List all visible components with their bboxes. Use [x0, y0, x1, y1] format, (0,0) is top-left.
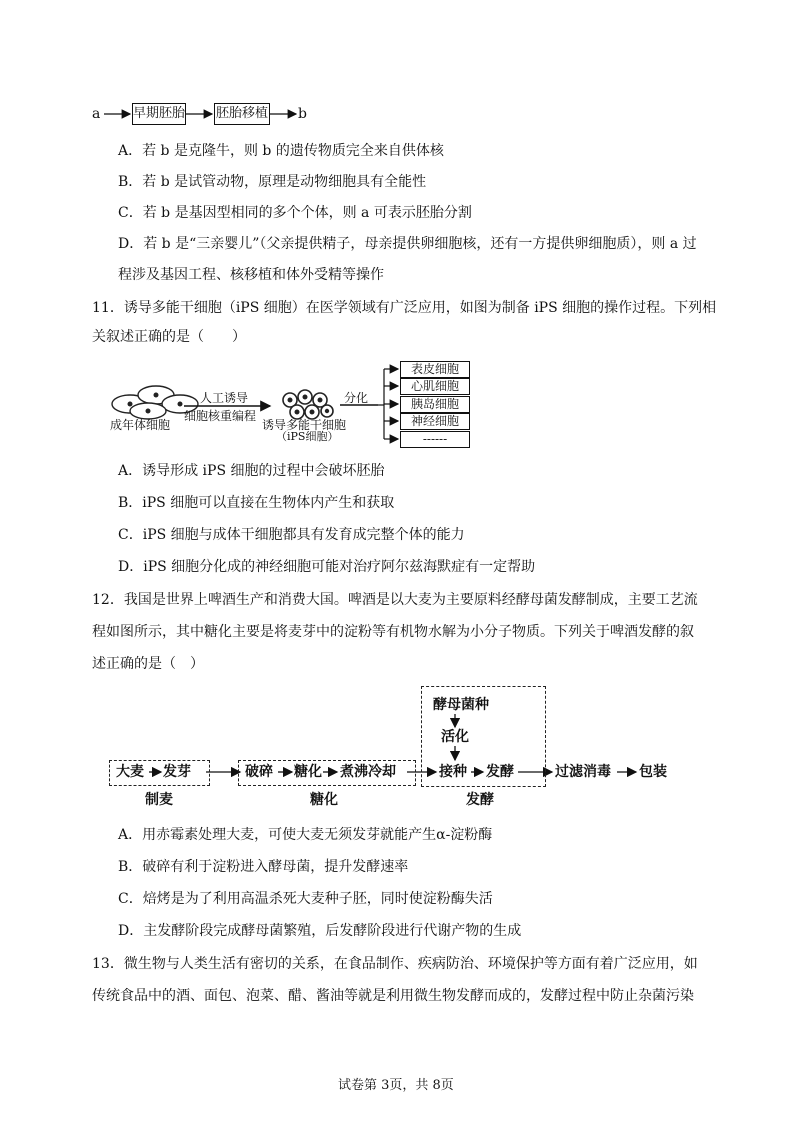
q12-option-d: D．主发酵阶段完成酵母菌繁殖，后发酵阶段进行代谢产物的生成: [118, 923, 522, 939]
q12-option-a: A．用赤霉素处理大麦，可使大麦无须发芽就能产生α-淀粉酶: [118, 827, 493, 843]
q11-option-d: D．iPS 细胞分化成的神经细胞可能对治疗阿尔兹海默症有一定帮助: [118, 559, 536, 575]
q10-option-c: C．若 b 是基因型相同的多个个体，则 a 可表示胚胎分割: [118, 205, 472, 221]
q10-option-d: D．若 b 是“三亲婴儿”（父亲提供精子，母亲提供卵细胞核，还有一方提供卵细胞质），则 a 过: [118, 236, 697, 252]
q11-option-c: C．iPS 细胞与成体干细胞都具有发育成完整个体的能力: [118, 527, 465, 543]
flow-yeast: 酵母菌种: [433, 697, 489, 713]
flow-boil-cool: 煮沸冷却: [340, 764, 396, 780]
flow-crush: 破碎: [245, 764, 273, 780]
target-nerve-cell: 神经细胞: [400, 413, 470, 430]
q11-stem-line1: 11．诱导多能干细胞（iPS 细胞）在医学领域有广泛应用，如图为制备 iPS 细胞的操作过程。下列相: [92, 300, 717, 316]
label-artificial-induction: 人工诱导: [200, 391, 249, 405]
ips-cells-illustration: [283, 390, 333, 419]
flow-sprout: 发芽: [163, 764, 191, 780]
flow-activate: 活化: [441, 729, 469, 745]
q10-option-b: B．若 b 是试管动物，原理是动物细胞具有全能性: [118, 174, 427, 190]
target-epidermal-cell: 表皮细胞: [400, 361, 470, 378]
stage-label-malting: 制麦: [145, 792, 173, 808]
diagram-label-b: b: [298, 106, 307, 122]
flow-ferment: 发酵: [486, 764, 514, 780]
q12-stem-line2: 程如图所示，其中糖化主要是将麦芽中的淀粉等有机物水解为小分子物质。下列关于啤酒发酵的叙: [92, 624, 694, 640]
label-reprogramming: 细胞核重编程: [184, 409, 257, 423]
q11-option-a: A．诱导形成 iPS 细胞的过程中会破坏胚胎: [118, 463, 385, 479]
q11-option-b: B．iPS 细胞可以直接在生物体内产生和获取: [118, 495, 395, 511]
q12-stem-line3: 述正确的是（ ）: [92, 656, 204, 672]
flow-saccharify: 糖化: [294, 764, 322, 780]
q10-option-d-cont: 程涉及基因工程、核移植和体外受精等操作: [118, 267, 384, 283]
q12-option-c: C．焙烤是为了利用高温杀死大麦种子胚，同时使淀粉酶失活: [118, 891, 493, 907]
flow-filter: 过滤消毒: [555, 764, 611, 780]
flow-inoculate: 接种: [439, 764, 467, 780]
stage-label-saccharification: 糖化: [310, 792, 338, 808]
q10-option-a: A．若 b 是克隆牛，则 b 的遗传物质完全来自供体核: [118, 143, 444, 159]
box-early-embryo: 早期胚胎: [132, 103, 186, 125]
label-ips-sub: （iPS细胞）: [276, 430, 339, 443]
q11-stem-line2: 关叙述正确的是（ ）: [92, 329, 246, 345]
target-more: ------: [400, 431, 470, 448]
label-differentiate: 分化: [344, 391, 369, 405]
flow-barley: 大麦: [116, 764, 144, 780]
stage-label-fermentation: 发酵: [466, 792, 494, 808]
box-embryo-transfer: 胚胎移植: [214, 103, 270, 125]
diagram-label-a: a: [92, 106, 101, 122]
q12-stem-line1: 12．我国是世界上啤酒生产和消费大国。啤酒是以大麦为主要原料经酵母菌发酵制成，主要工艺流: [92, 592, 698, 608]
target-cardiac-cell: 心肌细胞: [400, 378, 470, 395]
flow-pack: 包装: [639, 764, 667, 780]
q12-option-b: B．破碎有利于淀粉进入酵母菌，提升发酵速率: [118, 859, 409, 875]
label-ips-cells: 诱导多能干细胞: [262, 418, 347, 432]
q13-stem-line2: 传统食品中的酒、面包、泡菜、醋、酱油等就是利用微生物发酵而成的，发酵过程中防止杂菌污染: [92, 988, 694, 1004]
q13-stem-line1: 13．微生物与人类生活有密切的关系，在食品制作、疾病防治、环境保护等方面有着广泛应用，如: [92, 956, 698, 972]
target-islet-cell: 胰岛细胞: [400, 396, 470, 413]
label-adult-cell: 成年体细胞: [110, 418, 171, 432]
page-footer: 试卷第 3页，共 8页: [338, 1078, 454, 1093]
